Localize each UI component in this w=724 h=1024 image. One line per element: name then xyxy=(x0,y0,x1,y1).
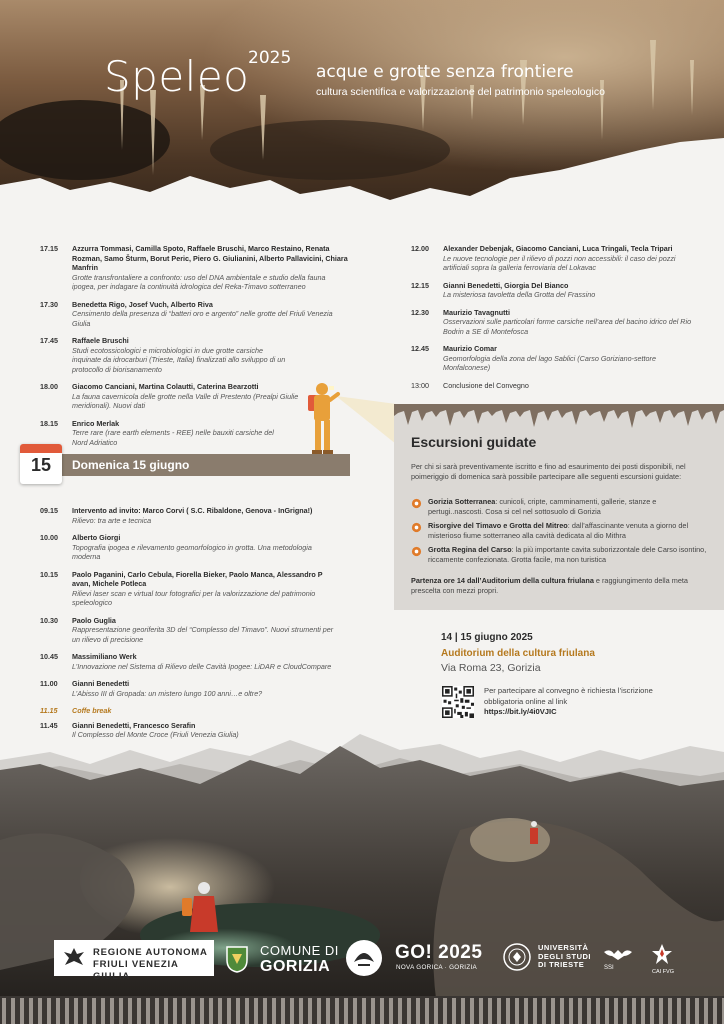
event-dates: 14 | 15 giugno 2025 xyxy=(441,632,533,643)
program-entry: 10.45 Massimiliano Werk L’Innovazione nel Sistema di Rilievo delle Cavità Ipogee: LiDAR e CloudCompare xyxy=(40,652,332,671)
program-entry: 12.15 Gianni Benedetti, Giorgia Del Bianco La misteriosa tavoletta della Grotta del Frassino xyxy=(411,280,596,299)
program-entry: 10.15 Paolo Paganini, Carlo Cebula, Fiorella Bieker, Paolo Manca, Alessandro P avan, Michele Potleca Rilievi laser scan e virtual tour fotografici per la valorizzazione del patrimonio speleologico xyxy=(40,569,323,607)
program-entry: 09.15 Intervento ad invito: Marco Corvi ( S.C. Ribaldone, Genova - InGrigna!) Rilievo: tra arte e tecnica xyxy=(40,506,313,525)
logo-ssi: SSI xyxy=(604,965,614,971)
university-seal-icon xyxy=(502,942,532,972)
location-pin-icon xyxy=(411,522,422,533)
excursion-item: Risorgive del Timavo e Grotta del Mitreo: dall’affascinante venuta a giorno del misterioso fiume sotterraneo alla cavità dedicata al dio Mithra xyxy=(411,521,711,541)
stalactite-border xyxy=(394,404,724,430)
logo-regione-fvg: REGIONE AUTONOMA FRIULI VENEZIA GIULIA xyxy=(54,940,214,976)
day-number: 15 xyxy=(30,455,52,475)
poster-year: 2025 xyxy=(248,48,292,68)
poster-title: Speleo xyxy=(104,52,250,101)
logo-go2025-subtitle: NOVA GORICA · GORIZIA xyxy=(396,964,478,971)
program-entry: 10.00 Alberto Giorgi Topografia ipogea e rilevamento geomorfologico in grotta. Una metodologia moderna xyxy=(40,533,312,561)
excursions-title: Escursioni guidate xyxy=(411,434,537,450)
logo-comune-gorizia: COMUNE DI GORIZIA xyxy=(260,943,339,976)
registration-link[interactable]: https://bit.ly/4i0VJIC xyxy=(484,707,557,717)
bottom-stripe-pattern xyxy=(0,996,724,1024)
qr-code-icon[interactable] xyxy=(442,686,474,718)
program-entry: 11.00 Gianni Benedetti L’Abisso III di Gropada: un mistero lungo 100 anni…e oltre? xyxy=(40,679,263,698)
program-entry: 18.00 Giacomo Canciani, Martina Colautti, Caterina Bearzotti La fauna cavernicola delle grotte nella Valle di Prestento (Prealpi Giulie meridionali). Nuovi dati xyxy=(40,382,299,410)
ssi-bat-icon xyxy=(602,946,634,964)
excursions-intro: Per chi si sarà preventivamente iscritto e fino ad esaurimento dei posti disponibili, nel poimeriggio di domenica sarà possibile partecipare alle seguenti escursioni guidate: xyxy=(411,462,686,481)
logo-go2025: GO! 2025 xyxy=(395,942,483,963)
eagle-icon xyxy=(61,945,87,971)
program-entry: 13:00 Conclusione del Convegno xyxy=(411,380,529,390)
calendar-icon xyxy=(20,444,62,484)
poster-tagline: cultura scientifica e valorizzazione del patrimonio speleologico xyxy=(316,86,605,98)
program-entry: 11.45 Gianni Benedetti, Francesco Serafin Il Complesso del Monte Croce (Friuli Venezia Giulia) xyxy=(40,720,239,739)
gorizia-crest-icon xyxy=(224,944,250,974)
program-entry: 12.00 Alexander Debenjak, Giacomo Canciani, Luca Tringali, Tecla Tripari Le nuove tecnologie per il rilievo di pozzi non accessibili: il caso dei pozzi artificiali sopra la galleria ferroviaria del Lokavac xyxy=(411,244,676,272)
excursions-departure-note: Partenza ore 14 dall’Auditorium della cultura friulana e raggiungimento della meta prescelta con mezzi propri. xyxy=(411,576,688,595)
registration-text: Per partecipare al convegno è richiesta l’iscrizione obbligatoria online al link https://bit.ly/4i0VJIC xyxy=(484,686,653,717)
speleo-federation-logo-icon xyxy=(344,938,384,978)
program-entry: 10.30 Paolo Guglia Rappresentazione georiferita 3D del “Complesso del Timavo”. Nuovi strumenti per un rilievo di precisione xyxy=(40,615,334,644)
program-right-column xyxy=(411,244,701,398)
program-entry: 17.45 Raffaele Bruschi Studi ecotossicologici e microbiologici in due grotte carsiche inquinate da idrocarburi (Trieste, Italia) finalizzati allo sviluppo di un protocollo di biorisanamento xyxy=(40,336,286,374)
venue-address: Via Roma 23, Gorizia xyxy=(441,662,541,674)
poster-subtitle: acque e grotte senza frontiere xyxy=(316,62,574,82)
program-entry: 17.15 Azzurra Tommasi, Camilla Spoto, Raffaele Bruschi, Marco Restaino, Renata Rozman, Samo Šturm, Borut Peric, Piero G. Giulianini, Alberto Pallavicini, Chiara Manfrin Grotte transfrontaliere a confronto: uso del DNA ambientale e studio della fauna ipogea, per indagare la continuità idrologica del Reka-Timavo sotterraneo xyxy=(40,244,348,291)
header-cave-photo xyxy=(0,0,724,230)
day-label: Domenica 15 giugno xyxy=(72,458,190,472)
caver-illustration xyxy=(296,380,396,458)
program-entry: 17.30 Benedetta Rigo, Josef Vuch, Alberto Riva Censimento della presenza di “batteri oro e argento” nelle grotte del Friuli Venezia Giulia xyxy=(40,299,333,328)
logo-cai: CAI FVG xyxy=(652,969,675,975)
program-entry: 12.30 Maurizio Tavagnutti Osservazioni sulle particolari forme carsiche nell’area del bacino idrico del Rio Bodrin a SE di Montefosca xyxy=(411,307,692,336)
logo-universita-trieste: UNIVERSITÀ DEGLI STUDI DI TRIESTE xyxy=(538,943,592,970)
program-entry: 12.45 Maurizio Comar Geomorfologia della zona del lago Sablici (Carso Goriziano-settore Monfalconese) xyxy=(411,344,656,372)
cai-star-icon xyxy=(650,942,674,968)
program-entry: 18.15 Enrico Merlak Terre rare (rare earth elements - REE) nelle bauxiti carsiche del Nord Adriatico xyxy=(40,418,274,447)
program-sunday-column xyxy=(40,506,340,748)
location-pin-icon xyxy=(411,546,422,557)
coffee-break-entry: 11.15 Coffe break xyxy=(40,706,112,715)
excursion-item: Gorizia Sotterranea: cunicoli, cripte, camminamenti, gallerie, stanze e pertugi..nascosti. Cosa si cel nel sottosuolo di Gorizia xyxy=(411,497,711,517)
excursion-item: Grotta Regina del Carso: la più importante cavita suborizzontale dele Carso isontino, riccamente confezionata. Grotta facile, ma non turistica xyxy=(411,545,711,565)
location-pin-icon xyxy=(411,498,422,509)
venue-name: Auditorium della cultura friulana xyxy=(441,648,595,659)
